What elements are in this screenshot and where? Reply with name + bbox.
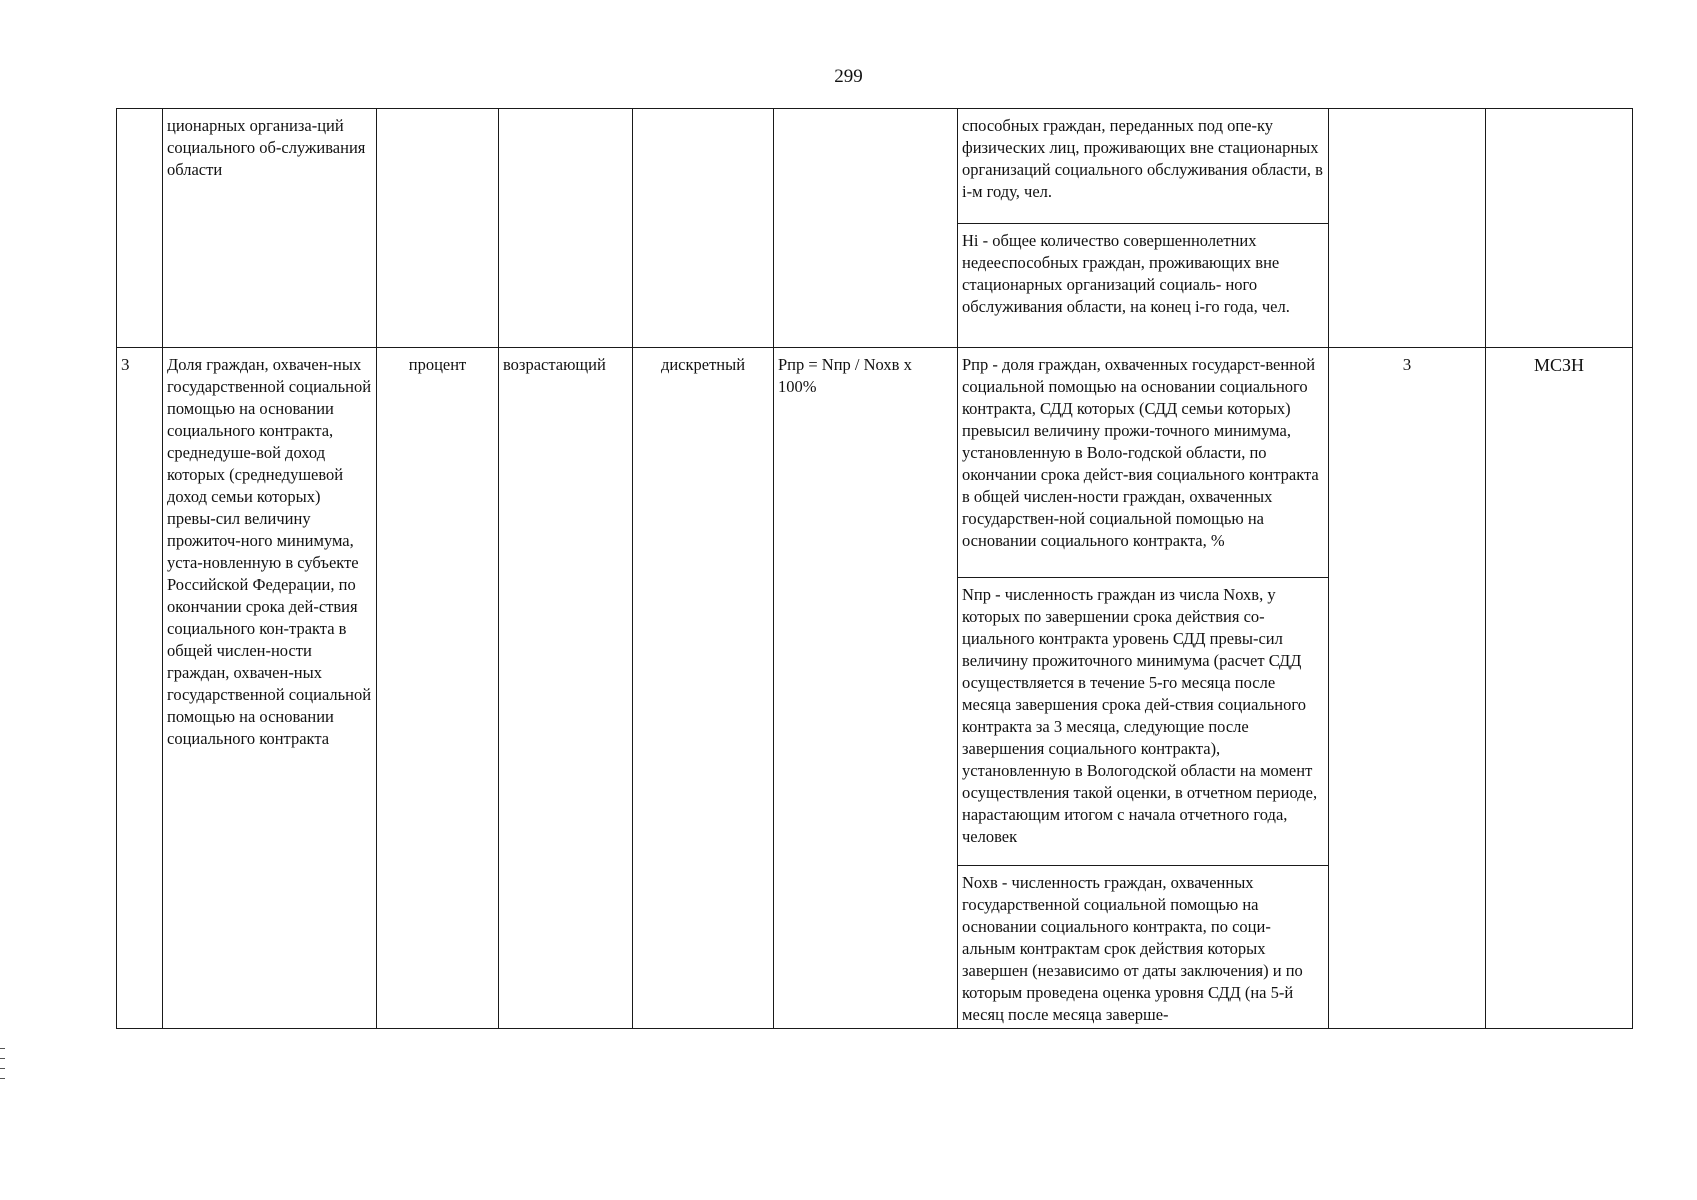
- cell-name: [163, 348, 377, 1029]
- cell-formula-cont: [774, 109, 958, 348]
- cell-number-cont: [117, 109, 163, 348]
- cell-definition-cont-1: [958, 109, 1329, 224]
- cell-trend-cont: [499, 109, 633, 348]
- cell-unit: [377, 348, 499, 1029]
- cell-definition-1: [958, 348, 1329, 578]
- source-text: 3: [1402, 355, 1412, 374]
- indicator-name: Доля граждан, охвачен-ных государственной социальной помощью на основании социального контракта, среднедуше-вой доход которых (среднедушевой доход семьи которых) превы-сил величину прожиточ-ного минимума, уста-новленную в субъекте Российской Федерации, по окончании срока дей-ствия социального кон-тракта в общей числен-ности граждан, охвачен-ных государственной социальной помощью на основании социального контракта: [167, 355, 372, 748]
- scan-artifact: [0, 1048, 6, 1100]
- cell-definition-2: [958, 578, 1329, 866]
- indicator-table: [116, 108, 1633, 1029]
- type-text: дискретный: [660, 355, 746, 374]
- cell-source-cont: [1329, 109, 1486, 348]
- table-row-continuation: [117, 109, 1633, 224]
- page-number: 299: [834, 66, 863, 87]
- row-number: 3: [121, 355, 130, 374]
- definition-text: способных граждан, переданных под опе-ку физических лиц, проживающих вне стационарных организаций социального обслуживания области, в i-м году, чел.: [962, 116, 1323, 201]
- cell-type-cont: [633, 109, 774, 348]
- cell-type: [633, 348, 774, 1029]
- definition-text: Рпр - доля граждан, охваченных государст-венной социальной помощью на основании социального контракта, СДД которых (СДД семьи которых) превысил величину прожи-точного минимума, установленную в Воло-годской области, по окончании срока дейст-вия социального контракта в общей числен-ности граждан, охваченных государствен-ной социальной помощью на основании социального контракта, %: [962, 355, 1319, 550]
- cell-source: [1329, 348, 1486, 1029]
- responsible-text: МСЗН: [1533, 355, 1585, 375]
- cell-unit-cont: [377, 109, 499, 348]
- trend-text: возрастающий: [503, 355, 606, 374]
- indicator-name-cont: ционарных организа-ций социального об-служивания области: [167, 116, 366, 179]
- definition-text: Hi - общее количество совершеннолетних недееспособных граждан, проживающих вне стационарных организаций социаль- ного обслуживания области, на конец i-го года, чел.: [962, 231, 1290, 316]
- table-row-3: [117, 348, 1633, 578]
- unit-text: процент: [408, 355, 467, 374]
- cell-definition-3: [958, 866, 1329, 1029]
- cell-responsible-cont: [1486, 109, 1633, 348]
- cell-name-cont: [163, 109, 377, 348]
- cell-trend: [499, 348, 633, 1029]
- cell-number: [117, 348, 163, 1029]
- cell-formula: [774, 348, 958, 1029]
- formula-text: Pпр = Nпр / Nохв x 100%: [778, 355, 912, 396]
- cell-definition-cont-2: [958, 224, 1329, 348]
- definition-text: Nпр - численность граждан из числа Nохв, у которых по завершении срока действия со-циального контракта уровень СДД превы-сил величину прожиточного минимума (расчет СДД осуществляется в течение 5-го месяца после месяца завершения срока дей-ствия социального контракта за 3 месяца, следующие после завершения социального контракта), установленную в Вологодской области на момент осуществления такой оценки, в отчетном периоде, нарастающим итогом с начала отчетного года, человек: [962, 585, 1318, 846]
- cell-responsible: [1486, 348, 1633, 1029]
- definition-text: Nохв - численность граждан, охваченных государственной социальной помощью на основании социального контракта, по соци-альным контрактам срок действия которых завершен (независимо от даты заключения) и по которым проведена оценка уровня СДД (на 5-й месяц после месяца заверше-: [962, 873, 1303, 1024]
